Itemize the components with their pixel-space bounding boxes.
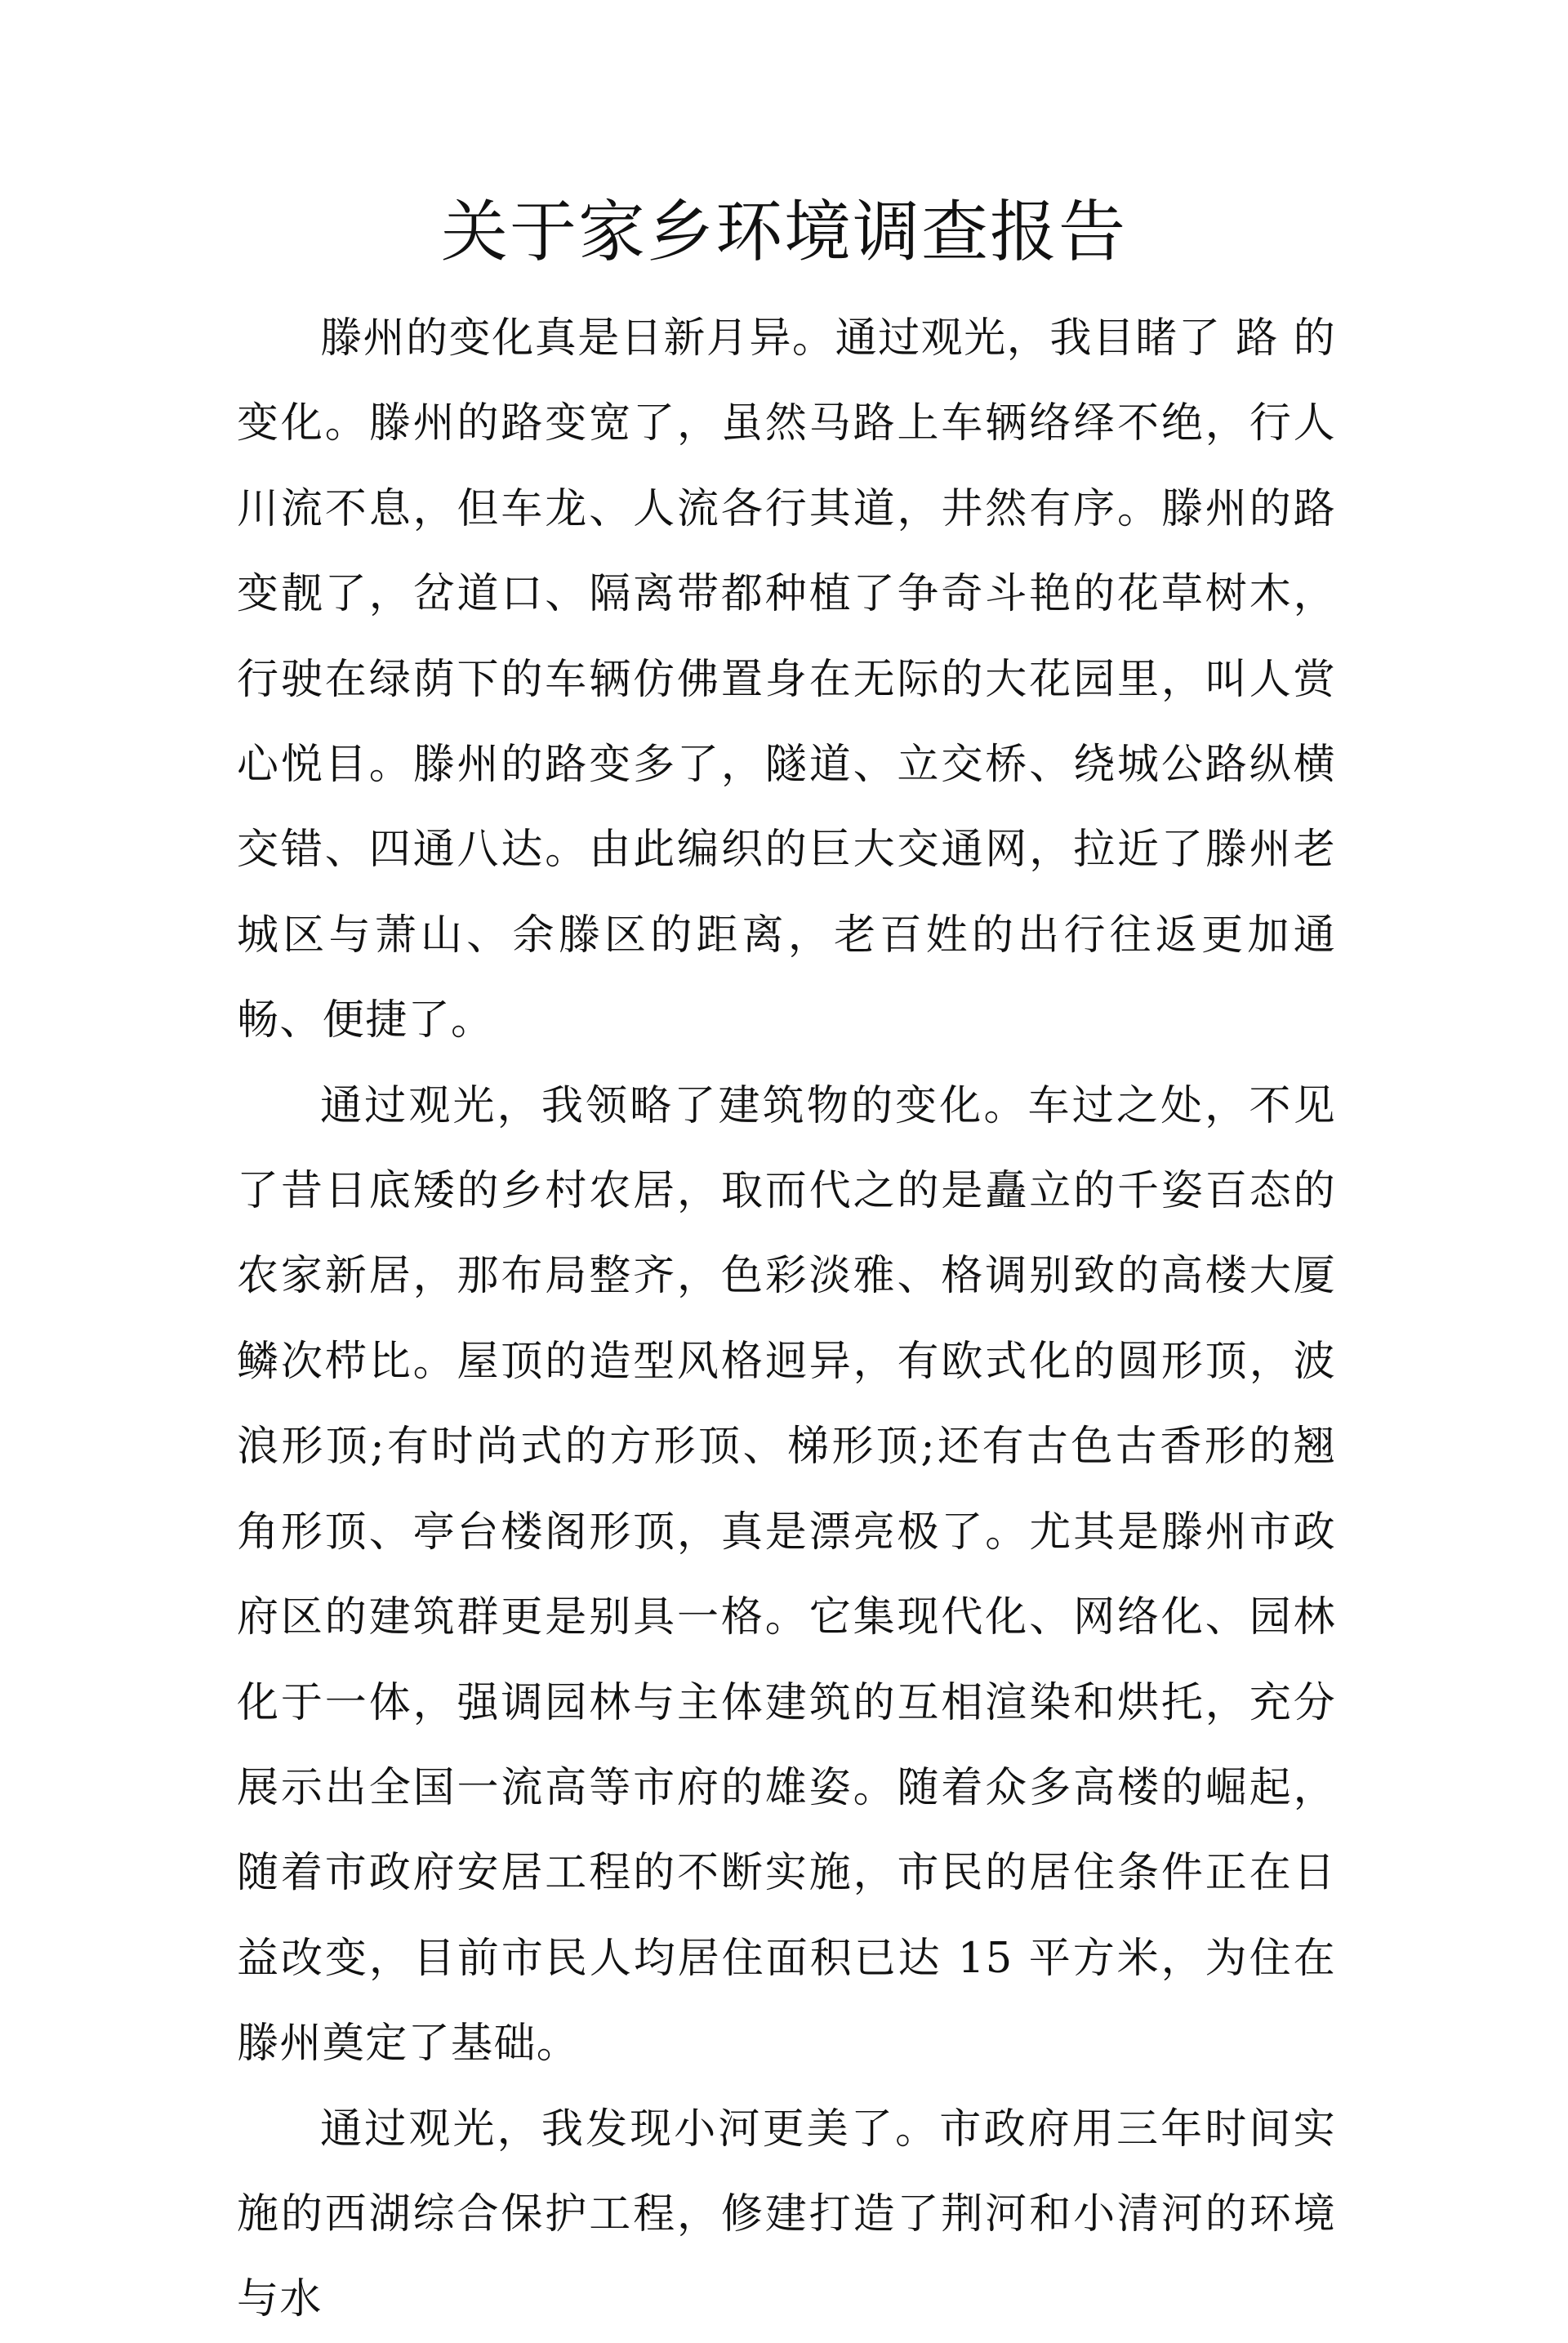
paragraph-rivers: 通过观光，我发现小河更美了。市政府用三年时间实施的西湖综合保护工程，修建打造了荆河和小清河的环境与水 [237, 2105, 1336, 2324]
paragraph-buildings: 通过观光，我领略了建筑物的变化。车过之处，不见了昔日底矮的乡村农居，取而代之的是矗立的千姿百态的农家新居，那布局整齐，色彩淡雅、格调别致的高楼大厦鳞次栉比。屋顶的造型风格迥异，有欧式化的圆形顶，波浪形顶;有时尚式的方形顶、梯形顶;还有古色古香形的翘角形顶、亭台楼阁形顶，真是漂亮极了。尤其是滕州市政府区的建筑群更是别具一格。它集现代化、网络化、园林化于一体，强调园林与主体建筑的互相渲染和烘托，充分展示出全国一流高等市府的雄姿。随着众多高楼的崛起，随着市政府安居工程的不断实施，市民的居住条件正在日益改变，目前市民人均居住面积已达 15 平方米，为住在滕州奠定了基础。 [237, 1081, 1336, 2069]
document-title: 关于家乡环境调查报告 [440, 194, 1127, 271]
paragraph-roads: 滕州的变化真是日新月异。通过观光，我目睹了 路 的变化。滕州的路变宽了，虽然马路上车辆络绎不绝，行人川流不息，但车龙、人流各行其道，井然有序。滕州的路变靓了，岔道口、隔离带都种植了争奇斗艳的花草树木，行驶在绿荫下的车辆仿佛置身在无际的大花园里，叫人赏心悦目。滕州的路变多了，隧道、立交桥、绕城公路纵横交错、四通八达。由此编织的巨大交通网，拉近了滕州老城区与萧山、余滕区的距离，老百姓的出行往返更加通畅、便捷了。 [237, 314, 1336, 1045]
document-body [237, 296, 1336, 2343]
